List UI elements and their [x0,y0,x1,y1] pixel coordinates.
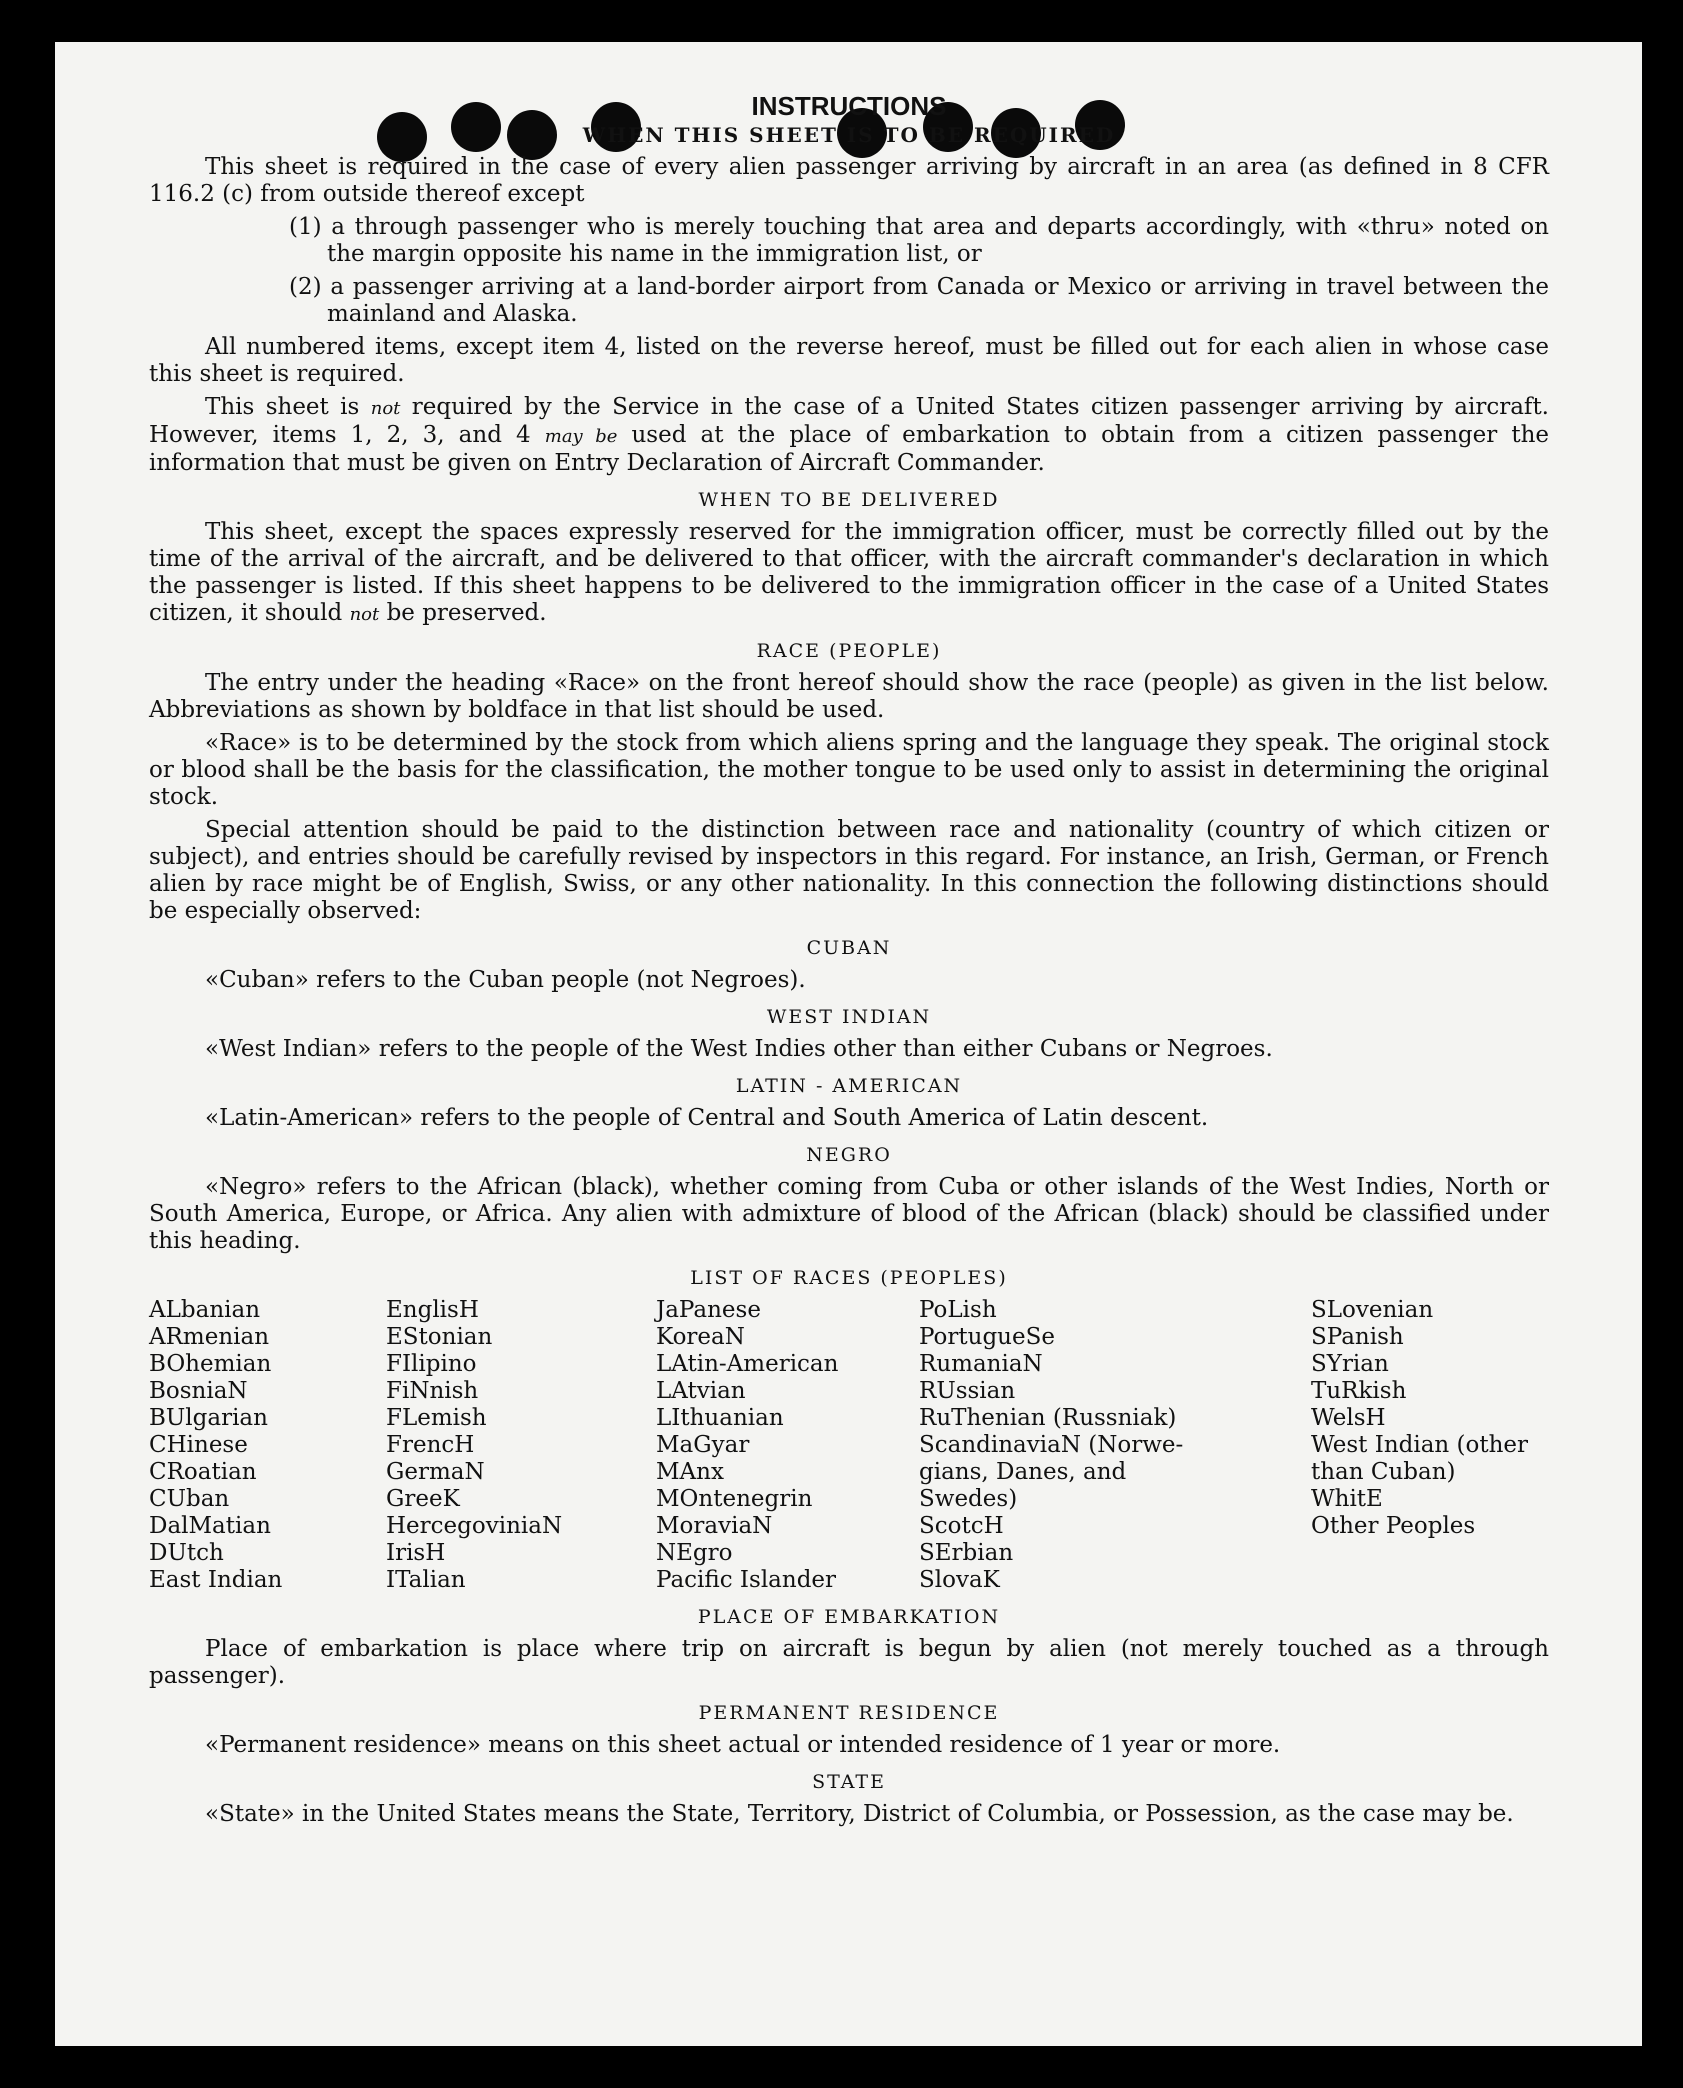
paragraph [149,519,1549,628]
race-item: Pacific Islander [656,1567,837,1593]
race-item: MaGyar [656,1432,750,1458]
races-list [149,1297,1549,1594]
race-item: KoreaN [656,1324,745,1350]
race-item: GermaN [386,1459,485,1485]
race-item: ARmenian [149,1324,270,1350]
races-column [149,1297,386,1594]
race-item: TuRkish [1311,1378,1407,1404]
section-heading: NEGRO [806,1144,892,1166]
race-item: Other Peoples [1311,1513,1476,1539]
section-heading: PLACE OF EMBARKATION [697,1606,1001,1628]
section-heading: LIST OF RACES (PEOPLES) [690,1267,1008,1289]
race-item: FrencH [386,1432,475,1458]
emphasis: may be [544,426,618,447]
page-title: INSTRUCTIONS [751,91,947,121]
text: This sheet is [205,394,360,420]
race-item: PortugueSe [919,1324,1055,1350]
race-item: ScandinaviaN (Norwe- gians, Danes, and Swedes) [919,1432,1184,1512]
paragraph: «Cuban» refers to the Cuban people (not Negroes). [205,967,806,993]
race-item: MAnx [656,1459,724,1485]
races-column [656,1297,919,1594]
document-page [55,42,1642,2046]
race-item: BOhemian [149,1351,272,1377]
paragraph: «Latin-American» refers to the people of Central and South America of Latin descent. [205,1105,1209,1131]
race-item: EnglisH [386,1297,479,1323]
race-item: FiNnish [386,1378,479,1404]
text: required by the Service in the case of a United States citizen passenger arriving by aircraft. However, items 1, 2, 3, and 4 [149,394,1549,448]
paragraph: All numbered items, except item 4, listed on the reverse hereof, must be filled out for each alien in whose case this sheet is required. [149,334,1549,387]
races-column [386,1297,656,1594]
race-item: CUban [149,1486,230,1512]
race-item: West Indian (other than Cuban) [1311,1432,1529,1485]
list-item: (2) a passenger arriving at a land-border airport from Canada or Mexico or arriving in travel between the mainland and Alaska. [289,274,1549,327]
race-item: NEgro [656,1540,733,1566]
paragraph: Special attention should be paid to the distinction between race and nationality (country of which citizen or subject), and entries should be carefully revised by inspectors in this regard. For instance, an Irish, German, or French alien by race might be of English, Swiss, or any other nationality. In this connection the following distinctions should be especially observed: [149,817,1549,924]
paragraph: «Permanent residence» means on this sheet actual or intended residence of 1 year or more. [205,1732,1281,1758]
text: be preserved. [386,600,547,626]
paragraph: «Race» is to be determined by the stock from which aliens spring and the language they speak. The original stock or blood shall be the basis for the classification, the mother tongue to be used only to assist in determining the original stock. [149,730,1549,810]
text: This sheet, except the spaces expressly reserved for the immigration officer, must be correctly filled out by the time of the arrival of the aircraft, and be delivered to that officer, with the aircraft commander's declaration in which the passenger is listed. If this sheet happens to be delivered to the immigration officer in the case of a United States citizen, it should [149,519,1549,626]
race-item: SLovenian [1311,1297,1434,1323]
race-item: LIthuanian [656,1405,784,1431]
section-heading: RACE (PEOPLE) [756,640,942,662]
emphasis: not [349,604,380,625]
section-heading: WEST INDIAN [766,1006,932,1028]
race-item: RuThenian (Russniak) [919,1405,1177,1431]
text: used at the place of embarkation to obtain from a citizen passenger the information that must be given on Entry Declaration of Aircraft Commander. [149,422,1549,476]
race-item: ScotcH [919,1513,1004,1539]
race-item: ALbanian [149,1297,261,1323]
paragraph: «Negro» refers to the African (black), whether coming from Cuba or other islands of the West Indies, North or South America, Europe, or Africa. Any alien with admixture of blood of the African (black) should be classified under this heading. [149,1174,1549,1254]
race-item: LAtin-American [656,1351,839,1377]
race-item: SErbian [919,1540,1014,1566]
race-item: SlovaK [919,1567,1000,1593]
race-item: LAtvian [656,1378,746,1404]
race-item: RumaniaN [919,1351,1043,1377]
race-item: BosniaN [149,1378,248,1404]
paragraph: The entry under the heading «Race» on the front hereof should show the race (people) as given in the list below. Abbreviations as shown by boldface in that list should be used. [149,670,1549,723]
race-item: RUssian [919,1378,1016,1404]
race-item: MoraviaN [656,1513,773,1539]
section-heading: CUBAN [806,937,892,959]
race-item: FIlipino [386,1351,477,1377]
section-heading: PERMANENT RESIDENCE [698,1702,1000,1724]
race-item: DUtch [149,1540,224,1566]
race-item: JaPanese [656,1297,761,1323]
race-item: CRoatian [149,1459,257,1485]
section-heading: WHEN TO BE DELIVERED [698,489,1000,511]
race-item: WelsH [1311,1405,1386,1431]
paragraph: Place of embarkation is place where trip on aircraft is begun by alien (not merely touched as a through passenger). [149,1636,1549,1689]
race-item: FLemish [386,1405,487,1431]
race-item: MOntenegrin [656,1486,813,1512]
races-column [919,1297,1311,1594]
race-item: HercegoviniaN [386,1513,563,1539]
races-column [1311,1297,1549,1594]
race-item: SYrian [1311,1351,1389,1377]
race-item: WhitE [1311,1486,1383,1512]
race-item: BUlgarian [149,1405,268,1431]
paragraph [149,394,1549,477]
section-heading: STATE [812,1771,886,1793]
race-item: DalMatian [149,1513,271,1539]
paragraph: «West Indian» refers to the people of the West Indies other than either Cubans or Negroes. [205,1036,1273,1062]
race-item: ITalian [386,1567,466,1593]
race-item: SPanish [1311,1324,1404,1350]
list-item: (1) a through passenger who is merely touching that area and departs accordingly, with «thru» noted on the margin opposite his name in the immigration list, or [289,214,1549,267]
race-item: EStonian [386,1324,493,1350]
paragraph: «State» in the United States means the State, Territory, District of Columbia, or Possession, as the case may be. [205,1801,1514,1827]
race-item: East Indian [149,1567,283,1593]
emphasis: not [370,398,401,419]
section-heading: LATIN - AMERICAN [735,1075,963,1097]
paragraph: This sheet is required in the case of every alien passenger arriving by aircraft in an area (as defined in 8 CFR 116.2 (c) from outside thereof except [149,154,1549,207]
race-item: CHinese [149,1432,248,1458]
instructions-content [149,90,1549,1834]
race-item: PoLish [919,1297,997,1323]
race-item: GreeK [386,1486,460,1512]
race-item: IrisH [386,1540,446,1566]
section-heading: WHEN THIS SHEET IS TO BE REQUIRED [582,123,1116,147]
